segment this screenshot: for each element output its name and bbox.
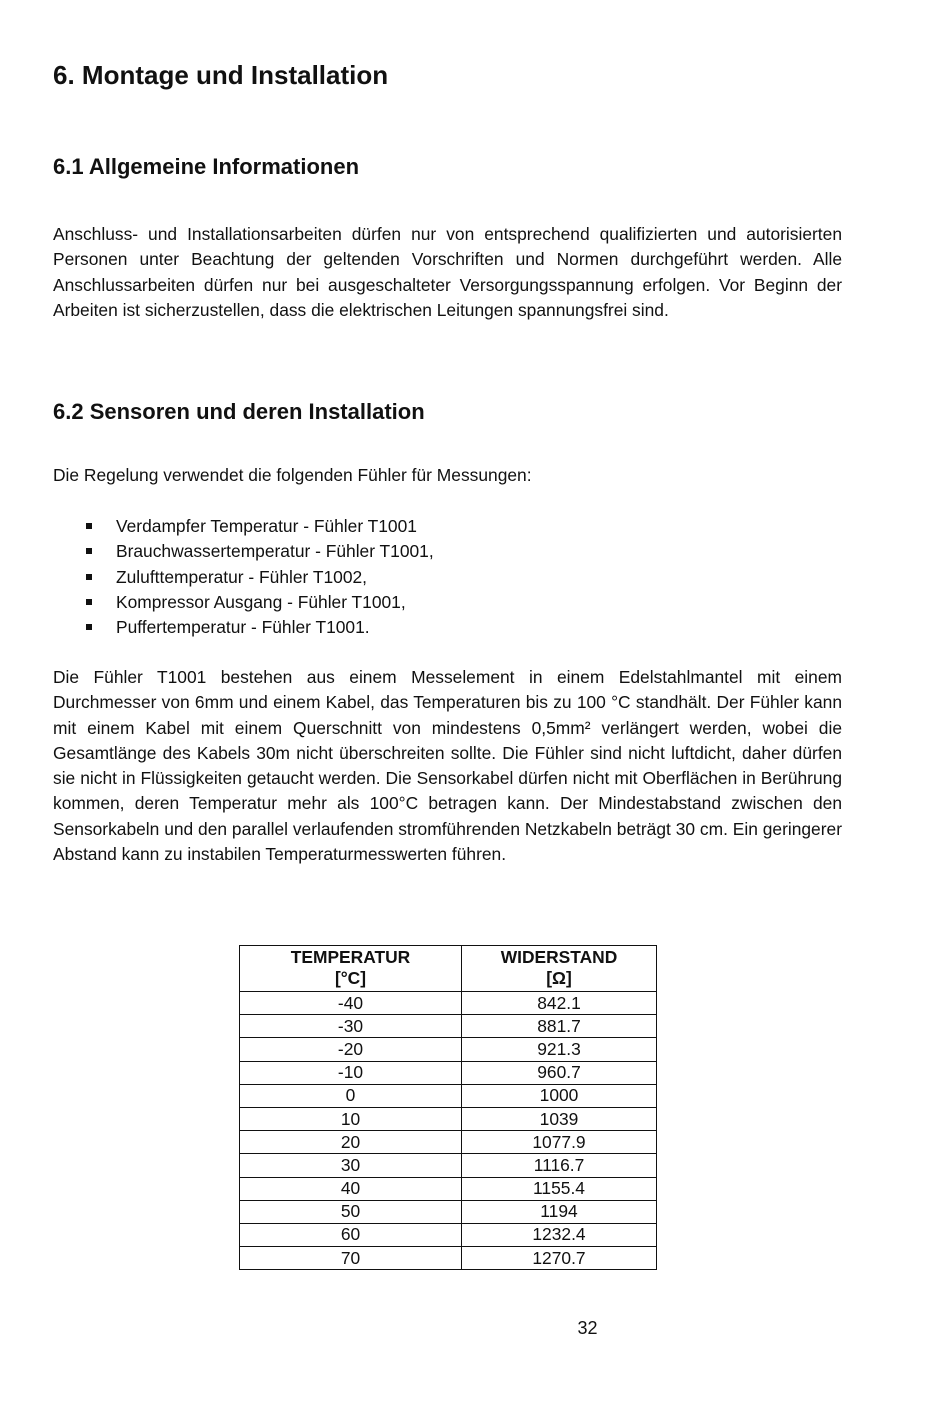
section-heading-sensors: 6.2 Sensoren und deren Installation xyxy=(53,399,425,424)
list-item-text: Zulufttemperatur - Fühler T1002, xyxy=(116,566,367,587)
resistance-cell: 881.7 xyxy=(462,1015,657,1038)
header-resistance xyxy=(462,946,657,992)
table-row xyxy=(240,1223,657,1246)
header-temperature xyxy=(240,946,462,992)
list-item xyxy=(53,514,434,539)
resistance-cell: 921.3 xyxy=(462,1038,657,1061)
resistance-table xyxy=(239,945,657,1270)
temperature-cell: -20 xyxy=(240,1038,462,1061)
temperature-cell: -30 xyxy=(240,1015,462,1038)
sensor-description-paragraph: Die Fühler T1001 bestehen aus einem Messelement in einem Edelstahlmantel mit einem Durchmesser von 6mm und einem Kabel, das Temperaturen bis zu 100 °C standhält. Der Fühler kann mit einem Kabel mit einem Querschnitt von mindestens 0,5mm² verlängert werden, wobei die Gesamtlänge des Kabels 30m nicht überschreiten sollte. Die Fühler sind nicht luftdicht, daher dürfen sie nicht in Flüssigkeiten getaucht werden. Die Sensorkabel dürfen nicht mit Oberflächen in Berührung kommen, deren Temperatur mehr als 100°C betragen kann. Der Mindestabstand zwischen den Sensorkabeln und den parallel verlaufenden stromführenden Netzkabeln beträgt 30 cm. Ein geringerer Abstand kann zu instabilen Temperaturmesswerten führen. xyxy=(53,667,842,865)
temperature-cell: 70 xyxy=(240,1247,462,1270)
temperature-cell: 10 xyxy=(240,1107,462,1130)
resistance-cell: 1270.7 xyxy=(462,1247,657,1270)
resistance-cell: 1194 xyxy=(462,1200,657,1223)
resistance-cell: 1155.4 xyxy=(462,1177,657,1200)
table-row xyxy=(240,1154,657,1177)
section-heading-general-info: 6.1 Allgemeine Informationen xyxy=(53,154,360,179)
list-item-text: Kompressor Ausgang - Fühler T1001, xyxy=(116,591,406,612)
sensors-intro: Die Regelung verwendet die folgenden Fühler für Messungen: xyxy=(53,465,532,485)
resistance-cell: 960.7 xyxy=(462,1061,657,1084)
list-item-text: Brauchwassertemperatur - Fühler T1001, xyxy=(116,541,434,562)
table-row xyxy=(240,1131,657,1154)
bullet-square-icon xyxy=(86,624,92,630)
temperature-cell: 0 xyxy=(240,1084,462,1107)
temperature-cell: -10 xyxy=(240,1061,462,1084)
list-item xyxy=(53,615,434,640)
bullet-square-icon xyxy=(86,599,92,605)
resistance-cell: 842.1 xyxy=(462,992,657,1015)
temperature-cell: 40 xyxy=(240,1177,462,1200)
resistance-cell: 1039 xyxy=(462,1107,657,1130)
table-header-row xyxy=(240,946,657,992)
table-row xyxy=(240,1200,657,1223)
resistance-cell: 1077.9 xyxy=(462,1131,657,1154)
list-item-text: Puffertemperatur - Fühler T1001. xyxy=(116,617,370,638)
resistance-cell: 1000 xyxy=(462,1084,657,1107)
page-title: 6. Montage und Installation xyxy=(53,60,389,90)
table-row xyxy=(240,1061,657,1084)
table-row xyxy=(240,1107,657,1130)
table-row xyxy=(240,1177,657,1200)
temperature-cell: 50 xyxy=(240,1200,462,1223)
resistance-cell: 1116.7 xyxy=(462,1154,657,1177)
table-row xyxy=(240,1038,657,1061)
header-temperature-unit: [°C] xyxy=(334,968,367,988)
table-row xyxy=(240,992,657,1015)
temperature-cell: 60 xyxy=(240,1223,462,1246)
table-row xyxy=(240,1015,657,1038)
page-number: 32 xyxy=(577,1318,598,1338)
header-temperature-label: TEMPERATUR xyxy=(290,947,411,967)
list-item xyxy=(53,590,434,615)
temperature-cell: 30 xyxy=(240,1154,462,1177)
bullet-square-icon xyxy=(86,574,92,580)
list-item xyxy=(53,565,434,590)
list-item xyxy=(53,539,434,564)
bullet-square-icon xyxy=(86,523,92,529)
bullet-square-icon xyxy=(86,548,92,554)
header-resistance-unit: [Ω] xyxy=(546,968,572,988)
table-row xyxy=(240,1247,657,1270)
header-resistance-label: WIDERSTAND xyxy=(500,947,618,967)
sensor-list xyxy=(53,514,434,640)
general-info-paragraph: Anschluss- und Installationsarbeiten dürfen nur von entsprechend qualifizierten und autorisierten Personen unter Beachtung der geltenden Vorschriften und Normen durchgeführt werden. Alle Anschlussarbeiten dürfen nur bei ausgeschalteter Versorgungsspannung erfolgen. Vor Beginn der Arbeiten ist sicherzustellen, dass die elektrischen Leitungen spannungsfrei sind. xyxy=(53,224,842,320)
list-item-text: Verdampfer Temperatur - Fühler T1001 xyxy=(116,516,417,536)
resistance-cell: 1232.4 xyxy=(462,1223,657,1246)
table-row xyxy=(240,1084,657,1107)
temperature-cell: -40 xyxy=(240,992,462,1015)
temperature-cell: 20 xyxy=(240,1131,462,1154)
